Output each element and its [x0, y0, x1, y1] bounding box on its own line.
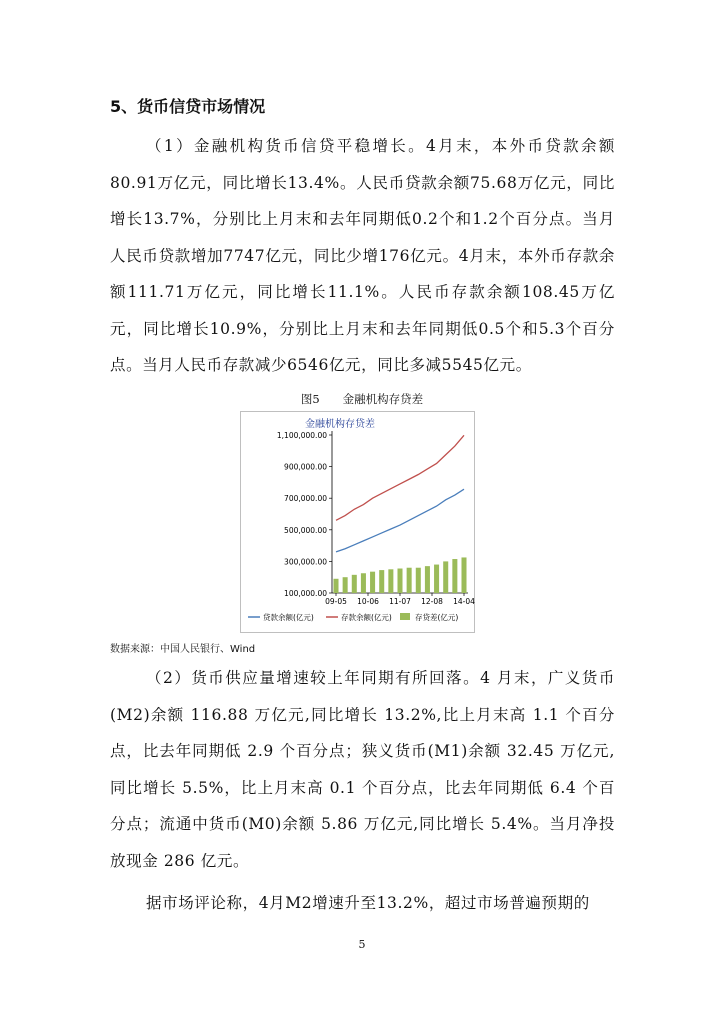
gap-bar [343, 577, 348, 593]
gap-bar [452, 559, 457, 593]
deposit-loan-chart [240, 411, 475, 633]
x-tick-label: 09-05 [325, 597, 347, 606]
gap-bar [461, 557, 466, 593]
figure-title: 图5 金融机构存贷差 [300, 392, 424, 406]
paragraph-commentary: 据市场评论称，4月M2增速升至13.2%，超过市场普遍预期的 [146, 894, 590, 912]
gap-bar [352, 575, 357, 593]
y-tick-label: 1,100,000.00 [276, 431, 327, 440]
y-tick-label: 500,000.00 [284, 525, 327, 535]
section-heading: 5、货币信贷市场情况 [110, 97, 266, 116]
y-tick-label: 100,000.00 [284, 589, 327, 598]
data-source: 数据来源：中国人民银行、Wind [110, 644, 256, 655]
x-tick-label: 11-07 [389, 597, 411, 606]
gap-bar [397, 569, 402, 593]
gap-bar [425, 566, 430, 593]
gap-bar [361, 573, 366, 593]
legend-label: 存款余额(亿元) [341, 613, 392, 622]
gap-bar [434, 565, 439, 593]
y-tick-label: 700,000.00 [284, 494, 327, 504]
x-tick-label: 10-06 [357, 597, 379, 606]
gap-bar [388, 569, 393, 593]
page-number: 5 [358, 938, 366, 951]
gap-bar [443, 561, 448, 593]
gap-bar [407, 568, 412, 593]
legend-label: 存贷差(亿元) [415, 613, 459, 622]
chart-title: 金融机构存贷差 [305, 419, 375, 430]
paragraph-money-supply: （2）货币供应量增速较上年同期有所回落。4 月末，广义货币(M2)余额 116.88 万亿元,同比增长 13.2%,比上月末高 1.1 个百分点，比去年同期低 2.9 个百分点；狭义货币(M1)余额 32.45 万亿元,同比增长 5.5%，比上月末高 0.1 个百分点，比去年同期低 6.4 个百分点；流通中货币(M0)余额 5.86 万亿元,同比增长 5.4%。当月净投放现金 286 亿元。 [110, 669, 615, 870]
gap-bar [333, 579, 338, 593]
gap-bar [370, 572, 375, 593]
x-tick-label: 12-08 [421, 597, 443, 606]
legend-swatch [400, 613, 410, 620]
y-tick-label: 900,000.00 [284, 462, 327, 472]
y-tick-label: 300,000.00 [284, 557, 327, 567]
x-tick-label: 14-04 [453, 597, 475, 606]
legend-label: 贷款余额(亿元) [263, 613, 314, 622]
gap-bar [379, 570, 384, 593]
paragraph-credit: （1）金融机构货币信贷平稳增长。4月末，本外币贷款余额80.91万亿元，同比增长13.4%。人民币贷款余额75.68万亿元，同比增长13.7%，分别比上月末和去年同期低0.2个和1.2个百分点。当月人民币贷款增加7747亿元，同比少增176亿元。4月末，本外币存款余额111.71万亿元，同比增长11.1%。人民币存款余额108.45万亿元，同比增长10.9%，分别比上月末和去年同期低0.5个和5.3个百分点。当月人民币存款减少6546亿元，同比多减5545亿元。 [110, 137, 615, 374]
gap-bar [416, 568, 421, 593]
